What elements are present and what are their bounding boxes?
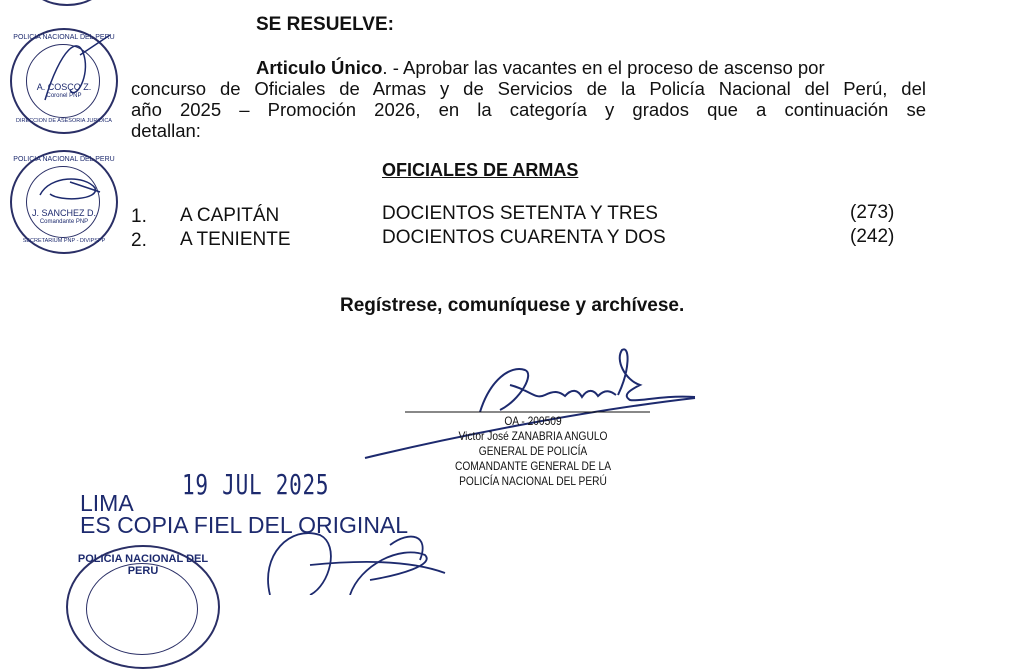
section-title: OFICIALES DE ARMAS (382, 160, 579, 180)
article-lead: Articulo Único (256, 57, 383, 78)
vacancy-count: (273) (850, 202, 895, 223)
seal-top-text: POLICIA NACIONAL DEL PERU (13, 156, 115, 163)
signature-title-2: POLICÍA NACIONAL DEL PERÚ (459, 474, 607, 488)
closing-formula: Regístrese, comuníquese y archívese. (340, 295, 685, 316)
vacancy-grade: A CAPITÁN (180, 205, 280, 226)
signature-name: Victor José ZANABRIA ANGULO (458, 429, 608, 443)
vacancy-words: DOCIENTOS SETENTA Y TRES (382, 203, 658, 224)
vacancy-number: 2. (131, 230, 147, 251)
seal-bottom-text: DIRECCION DE ASESORIA JURIDICA (16, 118, 112, 124)
signature-block (448, 414, 618, 489)
vacancy-number: 1. (131, 206, 147, 227)
signature-rank: GENERAL DE POLICÍA (478, 444, 588, 458)
article-text: . - Aprobar las vacantes en el proceso de ascenso por (382, 57, 825, 78)
article-line-4: detallan: (131, 120, 201, 141)
seal-partial-top (30, 0, 104, 6)
signature-title-1: COMANDANTE GENERAL DE LA (454, 459, 612, 473)
article-line-1 (256, 58, 926, 78)
initials-signature-2 (30, 170, 110, 210)
stamp-copy-text: ES COPIA FIEL DEL ORIGINAL (80, 512, 409, 538)
seal-name: J. SANCHEZ D. (31, 208, 96, 218)
seal-name: A. COSCO Z. (36, 82, 92, 92)
copy-signature (250, 525, 450, 595)
seal-bottom (66, 545, 220, 669)
seal-sub: Comandante PNP (39, 219, 89, 225)
resolution-heading: SE RESUELVE: (256, 14, 394, 35)
article-line-3: año 2025 – Promoción 2026, en la categoría y grados que a continuación se (131, 99, 926, 120)
signature-code: OA - 200509 (504, 414, 562, 428)
seal-top-text: POLICIA NACIONAL DEL PERU (77, 553, 209, 577)
stamp-date: 19 JUL 2025 (182, 468, 330, 501)
seal-top-text: POLICIA NACIONAL DEL PERU (13, 34, 115, 41)
seal-sub: Coronel PNP (46, 93, 82, 99)
seal-bottom-text: SECRETARIUM PNP - DIVIPSPP (22, 238, 106, 244)
vacancy-grade: A TENIENTE (180, 229, 291, 250)
vacancy-words: DOCIENTOS CUARENTA Y DOS (382, 227, 666, 248)
article-line-2: concurso de Oficiales de Armas y de Servicios de la Policía Nacional del Perú, del (131, 78, 926, 99)
initials-signature-1 (20, 30, 120, 110)
stamp-place: LIMA (80, 490, 134, 516)
vacancy-count: (242) (850, 226, 895, 247)
